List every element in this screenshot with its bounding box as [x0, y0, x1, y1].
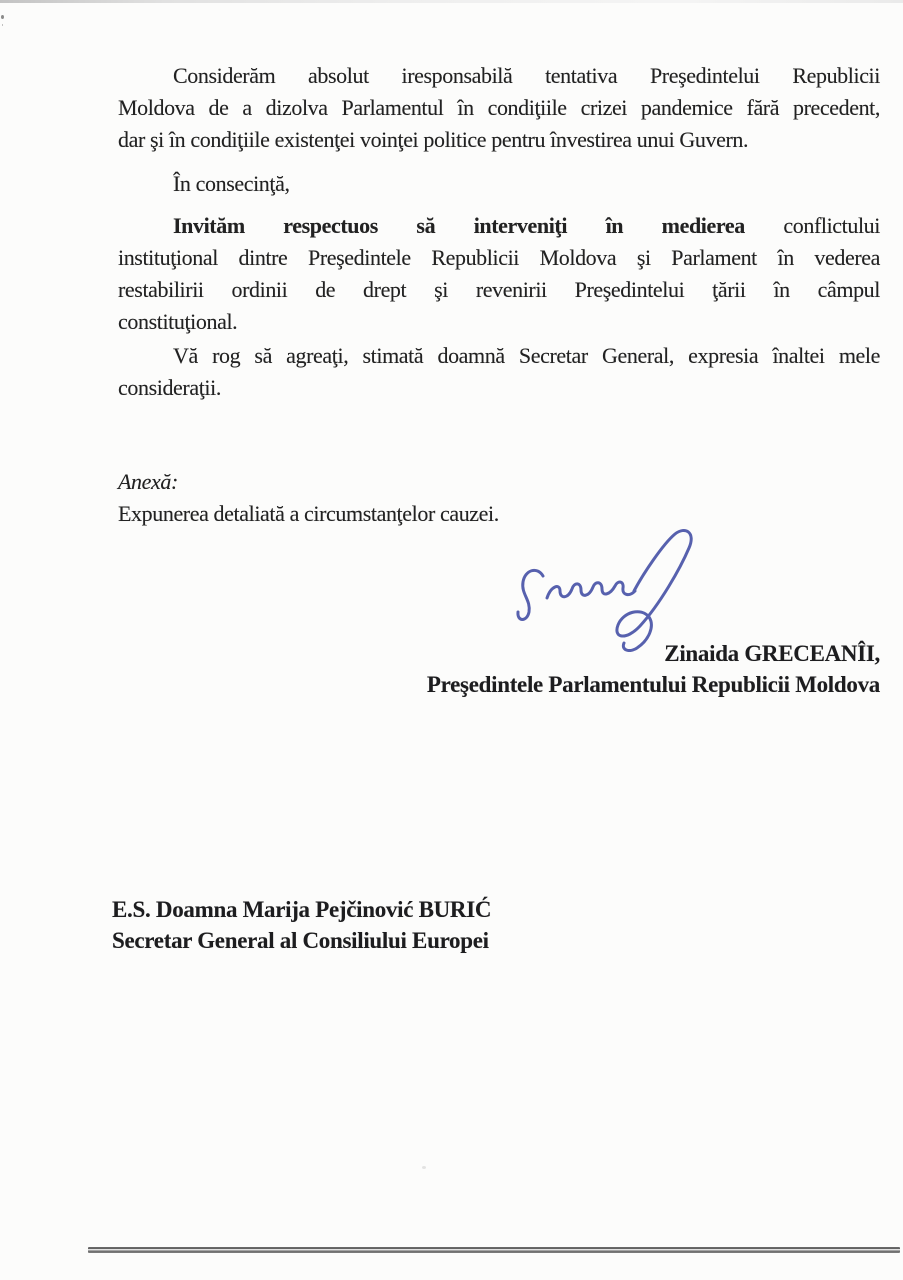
scan-dot-artifact [422, 1166, 426, 1169]
paragraph-line: În consecinţă, [173, 171, 290, 196]
addressee-block [112, 894, 874, 956]
paragraph-line: Considerăm absolut iresponsabilă tentativa Preşedintelui Republicii [173, 63, 880, 88]
paragraph-line [118, 210, 880, 242]
paragraph-in-consecinta [118, 168, 880, 200]
paragraph-line: Vă rog să agreaţi, stimată doamnă Secretar General, expresia înaltei mele [173, 343, 880, 368]
paragraph-line: consideraţii. [118, 375, 221, 400]
bold-lead-in: Invităm respectuos să interveniţi în medierea [173, 213, 745, 238]
paragraph-line: constituţional. [118, 309, 238, 334]
line-continuation: conflictului [783, 213, 880, 238]
paragraph-va-rog [118, 340, 880, 404]
annex-text: Expunerea detaliată a circumstanţelor cauzei. [118, 501, 499, 526]
letterhead-bottom-rule [88, 1247, 900, 1253]
paragraph-invitam [118, 210, 880, 338]
paragraph-line: dar şi în condiţiile existenţei voinţei politice pentru învestirea unui Guvern. [118, 127, 749, 152]
signer-title: Preşedintele Parlamentului Republicii Moldova [426, 672, 880, 697]
signer-block [118, 638, 880, 700]
paragraph-consideram [118, 60, 880, 156]
signature-stroke [547, 582, 635, 598]
addressee-name: E.S. Doamna Marija Pejčinović BURIĆ [112, 897, 492, 922]
addressee-title: Secretar General al Consiliului Europei [112, 928, 489, 953]
scan-speck-artifact [1, 15, 4, 19]
scanner-edge-artifact [0, 0, 903, 3]
signature-stroke [518, 570, 543, 619]
annex-label: Anexă: [118, 469, 178, 494]
paragraph-line: restabilirii ordinii de drept şi revenirii Preşedintelui ţării în câmpul [118, 277, 880, 302]
signer-name: Zinaida GRECEANÎI, [664, 641, 880, 666]
signature-stroke [617, 530, 691, 650]
paragraph-line: instituţional dintre Preşedintele Republicii Moldova şi Parlament în vederea [118, 245, 880, 270]
paragraph-line: Moldova de a dizolva Parlamentul în condiţiile crizei pandemice fără precedent, [118, 95, 880, 120]
annex-block [118, 466, 880, 530]
